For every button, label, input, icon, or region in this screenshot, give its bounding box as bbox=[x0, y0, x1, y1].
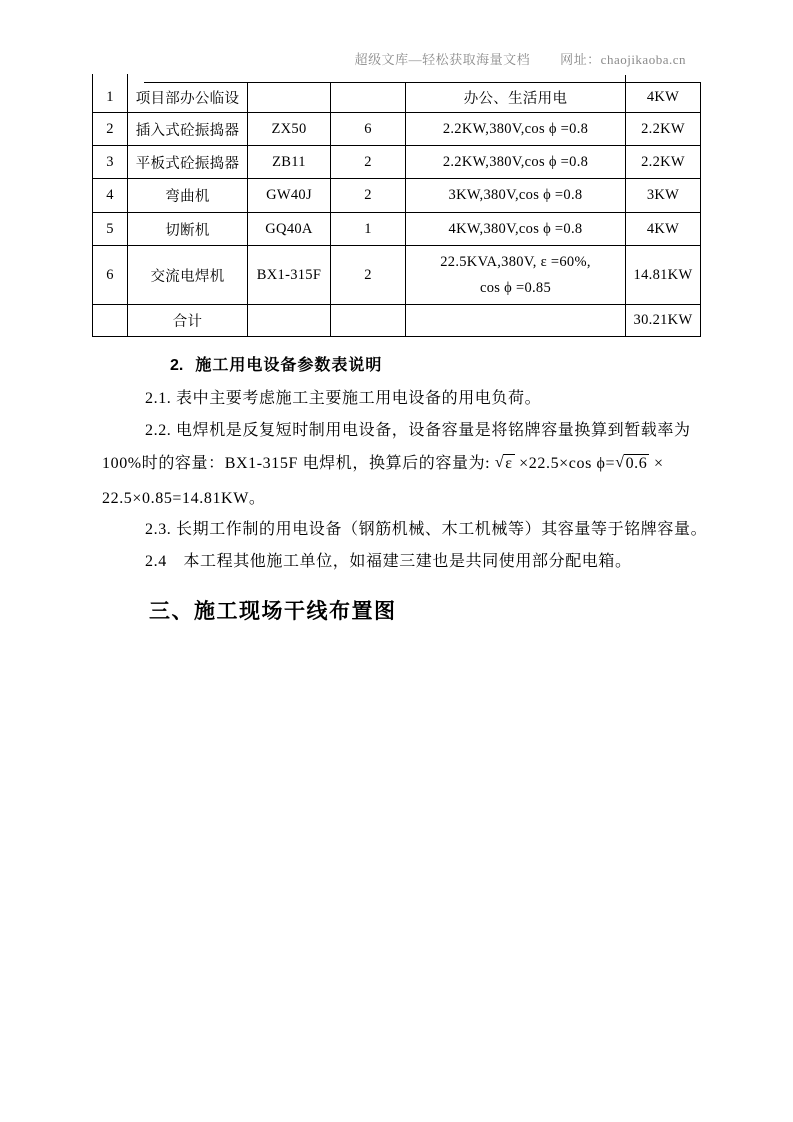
note-2-3: 2.3. 长期工作制的用电设备（钢筋机械、木工机械等）其容量等于铭牌容量。 bbox=[145, 521, 708, 538]
cell-name: 切断机 bbox=[128, 213, 248, 246]
cell-capacity: 2.2KW bbox=[626, 146, 701, 179]
cell-qty bbox=[331, 83, 406, 113]
cell-capacity: 3KW bbox=[626, 179, 701, 213]
table-row-total bbox=[93, 305, 701, 337]
cell-seq: 3 bbox=[93, 146, 128, 179]
cell-qty: 6 bbox=[331, 113, 406, 146]
table-border-tick bbox=[127, 74, 128, 84]
cell-capacity: 4KW bbox=[626, 213, 701, 246]
radical-sign: √ bbox=[494, 454, 505, 471]
cell-name: 合计 bbox=[128, 305, 248, 337]
cell-name: 弯曲机 bbox=[128, 179, 248, 213]
cell-capacity: 2.2KW bbox=[626, 113, 701, 146]
cell-model: GQ40A bbox=[248, 213, 331, 246]
cell-qty: 2 bbox=[331, 179, 406, 213]
cell-name: 交流电焊机 bbox=[128, 246, 248, 305]
cell-model: ZX50 bbox=[248, 113, 331, 146]
cell-params: 2.2KW,380V,cos ϕ =0.8 bbox=[406, 146, 626, 179]
section-2-title: 施工用电设备参数表说明 bbox=[195, 357, 383, 374]
cell-name: 插入式砼振捣器 bbox=[128, 113, 248, 146]
note-2-4: 2.4 本工程其他施工单位，如福建三建也是共同使用部分配电箱。 bbox=[145, 553, 632, 570]
cell-name: 平板式砼振捣器 bbox=[128, 146, 248, 179]
table-row bbox=[93, 113, 701, 146]
cell-model: GW40J bbox=[248, 179, 331, 213]
cell-params: 3KW,380V,cos ϕ =0.8 bbox=[406, 179, 626, 213]
cell-capacity: 14.81KW bbox=[626, 246, 701, 305]
cell-params bbox=[406, 246, 626, 305]
cell-qty: 2 bbox=[331, 246, 406, 305]
table-border-tick bbox=[625, 75, 626, 83]
note-2-2-line-3: 22.5×0.85=14.81KW。 bbox=[102, 490, 266, 507]
cell-name: 项目部办公临设 bbox=[128, 83, 248, 113]
cell-qty bbox=[331, 305, 406, 337]
header-url-text: 网址：chaojikaoba.cn bbox=[560, 52, 686, 67]
cell-params bbox=[406, 305, 626, 337]
table-top-border-gap bbox=[93, 82, 144, 84]
radical-argument: ε bbox=[505, 455, 513, 472]
header-site-text: 超级文库—轻松获取海量文档 bbox=[354, 52, 531, 67]
params-line-1: 22.5KVA,380V, ε =60%, bbox=[440, 254, 591, 270]
radical-argument: 0.6 bbox=[625, 455, 648, 472]
note-2-1: 2.1. 表中主要考虑施工主要施工用电设备的用电负荷。 bbox=[145, 390, 542, 407]
cell-params: 办公、生活用电 bbox=[406, 83, 626, 113]
equipment-table bbox=[92, 82, 701, 337]
note-2-2-line-1: 2.2. 电焊机是反复短时制用电设备，设备容量是将铭牌容量换算到暂载率为 bbox=[145, 422, 691, 439]
note-2-2-line-2 bbox=[102, 450, 664, 473]
cell-model: ZB11 bbox=[248, 146, 331, 179]
params-line-2: cos ϕ =0.85 bbox=[479, 280, 552, 296]
cell-seq: 5 bbox=[93, 213, 128, 246]
formula-middle: ×22.5×cos ϕ= bbox=[519, 455, 616, 472]
cell-model: BX1-315F bbox=[248, 246, 331, 305]
cell-capacity: 30.21KW bbox=[626, 305, 701, 337]
table-row bbox=[93, 246, 701, 305]
cell-qty: 1 bbox=[331, 213, 406, 246]
cell-qty: 2 bbox=[331, 146, 406, 179]
cell-model bbox=[248, 305, 331, 337]
radical-sign: √ bbox=[615, 454, 625, 471]
cell-seq: 4 bbox=[93, 179, 128, 213]
cell-seq bbox=[93, 305, 128, 337]
cell-seq: 6 bbox=[93, 246, 128, 305]
section-3-heading: 三、施工现场干线布置图 bbox=[149, 600, 397, 623]
table-border-tick bbox=[92, 74, 93, 84]
cell-params: 4KW,380V,cos ϕ =0.8 bbox=[406, 213, 626, 246]
cell-params: 2.2KW,380V,cos ϕ =0.8 bbox=[406, 113, 626, 146]
cell-seq: 1 bbox=[93, 83, 128, 113]
table-row bbox=[93, 213, 701, 246]
page-header bbox=[0, 49, 686, 68]
formula-prefix: 100%时的容量：BX1-315F 电焊机，换算后的容量为: bbox=[102, 455, 495, 472]
cell-seq: 2 bbox=[93, 113, 128, 146]
section-2-heading bbox=[170, 352, 382, 375]
table-row bbox=[93, 179, 701, 213]
cell-model bbox=[248, 83, 331, 113]
cell-capacity: 4KW bbox=[626, 83, 701, 113]
table-row bbox=[93, 83, 701, 113]
table-row bbox=[93, 146, 701, 179]
formula-suffix: × bbox=[649, 455, 664, 472]
section-2-number: 2. bbox=[170, 357, 184, 374]
